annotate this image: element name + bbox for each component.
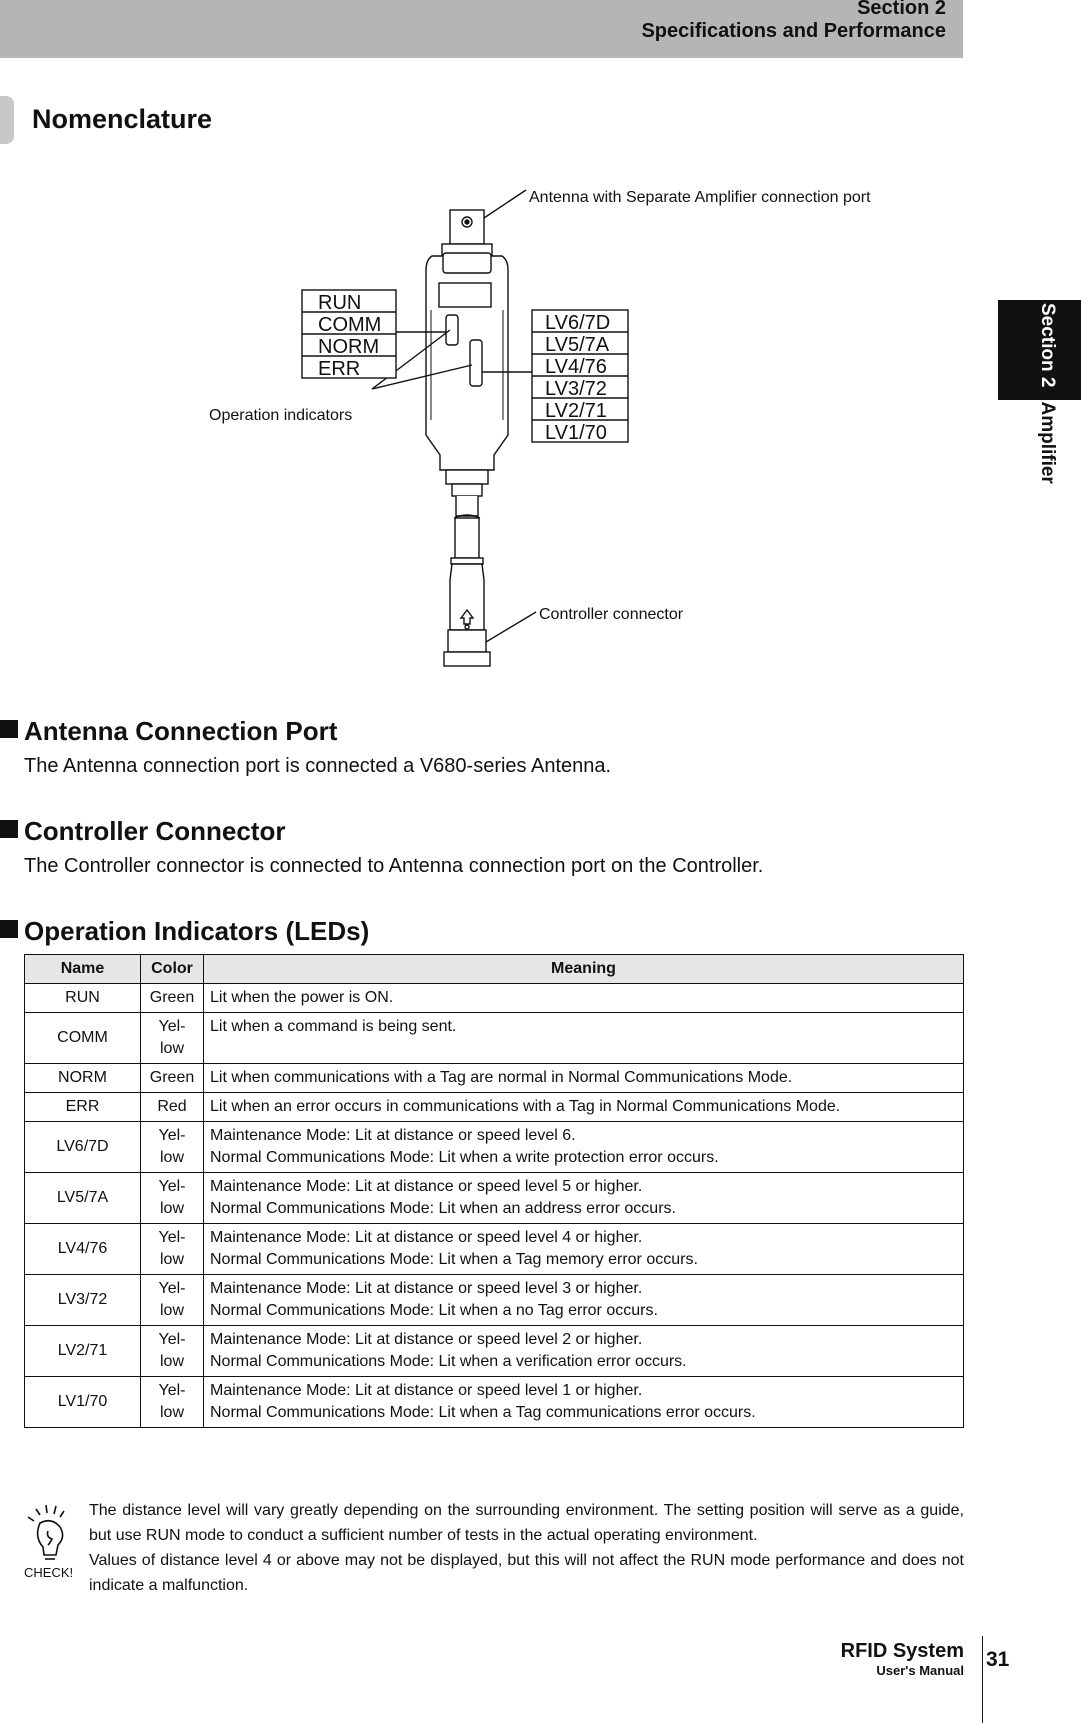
antenna-section-heading — [0, 716, 337, 747]
led-meaning — [204, 984, 964, 1013]
led-meaning — [204, 1064, 964, 1093]
header-meaning: Meaning — [204, 955, 964, 984]
led-name: LV3/72 — [25, 1275, 141, 1326]
led-color: Yel-low — [141, 1173, 204, 1224]
right-led-label: LV6/7D — [545, 312, 611, 334]
side-section-title: Amplifier — [1037, 401, 1058, 484]
table-row — [25, 1173, 964, 1224]
indicators-section-title: Operation Indicators (LEDs) — [24, 916, 370, 946]
meaning-line: Maintenance Mode: Lit at distance or speed level 4 or higher. — [210, 1229, 643, 1246]
led-meaning — [204, 1326, 964, 1377]
meaning-line: Lit when a command is being sent. — [210, 1018, 457, 1035]
nomenclature-title: Nomenclature — [32, 104, 213, 134]
led-color: Yel-low — [141, 1224, 204, 1275]
header-title: Specifications and Performance — [641, 20, 946, 42]
table-row — [25, 1013, 964, 1064]
meaning-line: Lit when the power is ON. — [210, 989, 394, 1006]
led-meaning — [204, 1173, 964, 1224]
left-led-window — [446, 315, 458, 345]
meaning-line: Lit when communications with a Tag are normal in Normal Communications Mode. — [210, 1069, 793, 1086]
meaning-line: Lit when an error occurs in communications with a Tag in Normal Communications Mode. — [210, 1098, 841, 1115]
led-color: Green — [141, 984, 204, 1013]
table-row — [25, 1275, 964, 1326]
note-paragraph: The distance level will vary greatly depending on the surrounding environment. The setting position will serve as a guide, but use RUN mode to conduct a sufficient number of tests in the actual operating environment. — [89, 1502, 964, 1544]
left-led-label: NORM — [318, 336, 380, 358]
led-color: Yel-low — [141, 1275, 204, 1326]
led-color: Yel-low — [141, 1122, 204, 1173]
meaning-line: Normal Communications Mode: Lit when a no Tag error occurs. — [210, 1302, 658, 1319]
table-row — [25, 1064, 964, 1093]
led-name: LV2/71 — [25, 1326, 141, 1377]
led-name: COMM — [25, 1013, 141, 1064]
led-color: Red — [141, 1093, 204, 1122]
meaning-line: Maintenance Mode: Lit at distance or speed level 1 or higher. — [210, 1382, 643, 1399]
header-section: Section 2 — [857, 0, 946, 19]
led-color: Yel-low — [141, 1013, 204, 1064]
meaning-line: Maintenance Mode: Lit at distance or speed level 2 or higher. — [210, 1331, 643, 1348]
meaning-line: Normal Communications Mode: Lit when a Tag memory error occurs. — [210, 1251, 698, 1268]
left-led-label: RUN — [318, 292, 362, 314]
header-name: Name — [25, 955, 141, 984]
led-meaning — [204, 1224, 964, 1275]
right-led-label: LV1/70 — [545, 422, 607, 444]
meaning-line: Maintenance Mode: Lit at distance or speed level 6. — [210, 1127, 576, 1144]
meaning-line: Normal Communications Mode: Lit when an address error occurs. — [210, 1200, 676, 1217]
page-header — [0, 0, 963, 58]
amplifier-diagram — [0, 160, 963, 680]
left-led-label: COMM — [318, 314, 382, 336]
antenna-port-callout: Antenna with Separate Amplifier connection port — [529, 189, 871, 206]
footer-product: RFID System — [840, 1640, 964, 1662]
bullet-square-icon — [0, 920, 18, 938]
table-row — [25, 1093, 964, 1122]
footer-divider — [982, 1636, 983, 1723]
note-paragraph: Values of distance level 4 or above may not be displayed, but this will not affect the RUN mode performance and does not indicate a malfunction. — [89, 1552, 964, 1594]
right-led-label: LV5/7A — [545, 334, 610, 356]
controller-connector-callout: Controller connector — [539, 606, 684, 623]
antenna-section-title: Antenna Connection Port — [24, 716, 338, 746]
right-led-label: LV4/76 — [545, 356, 607, 378]
page-number: 31 — [986, 1648, 1010, 1671]
right-led-label: LV3/72 — [545, 378, 607, 400]
left-led-label: ERR — [318, 358, 361, 380]
meaning-line: Normal Communications Mode: Lit when a verification error occurs. — [210, 1353, 687, 1370]
led-name: LV6/7D — [25, 1122, 141, 1173]
table-row — [25, 984, 964, 1013]
right-led-window — [470, 340, 482, 386]
antenna-section-text: The Antenna connection port is connected a V680-series Antenna. — [24, 755, 612, 777]
led-table — [24, 954, 964, 1428]
table-row — [25, 1377, 964, 1428]
led-meaning — [204, 1275, 964, 1326]
led-name: LV4/76 — [25, 1224, 141, 1275]
controller-section-text: The Controller connector is connected to Antenna connection port on the Controller. — [24, 855, 764, 877]
led-name: NORM — [25, 1064, 141, 1093]
led-color: Yel-low — [141, 1377, 204, 1428]
led-color: Green — [141, 1064, 204, 1093]
led-name: RUN — [25, 984, 141, 1013]
table-header-row — [25, 955, 964, 984]
footer-manual: User's Manual — [876, 1663, 964, 1678]
side-section-label — [1018, 303, 1058, 513]
check-label: CHECK! — [24, 1565, 74, 1580]
header-color: Color — [141, 955, 204, 984]
note-block — [89, 1498, 964, 1598]
heading-marker — [0, 96, 14, 144]
meaning-line: Normal Communications Mode: Lit when a write protection error occurs. — [210, 1149, 719, 1166]
footer-brand — [841, 1640, 964, 1678]
controller-section-heading — [0, 816, 285, 847]
led-name: ERR — [25, 1093, 141, 1122]
led-meaning — [204, 1122, 964, 1173]
table-row — [25, 1122, 964, 1173]
led-meaning — [204, 1377, 964, 1428]
check-lightbulb-icon — [24, 1505, 80, 1581]
indicators-section-heading — [0, 916, 369, 947]
operation-indicators-callout: Operation indicators — [209, 407, 353, 424]
table-row — [25, 1224, 964, 1275]
meaning-line: Maintenance Mode: Lit at distance or speed level 5 or higher. — [210, 1178, 643, 1195]
led-name: LV1/70 — [25, 1377, 141, 1428]
led-color: Yel-low — [141, 1326, 204, 1377]
table-row — [25, 1326, 964, 1377]
side-section-number: Section 2 — [1037, 303, 1058, 388]
led-meaning — [204, 1093, 964, 1122]
meaning-line: Maintenance Mode: Lit at distance or speed level 3 or higher. — [210, 1280, 643, 1297]
right-led-label: LV2/71 — [545, 400, 607, 422]
controller-section-title: Controller Connector — [24, 816, 286, 846]
meaning-line: Normal Communications Mode: Lit when a Tag communications error occurs. — [210, 1404, 756, 1421]
led-name: LV5/7A — [25, 1173, 141, 1224]
led-meaning — [204, 1013, 964, 1064]
bullet-square-icon — [0, 720, 18, 738]
bullet-square-icon — [0, 820, 18, 838]
